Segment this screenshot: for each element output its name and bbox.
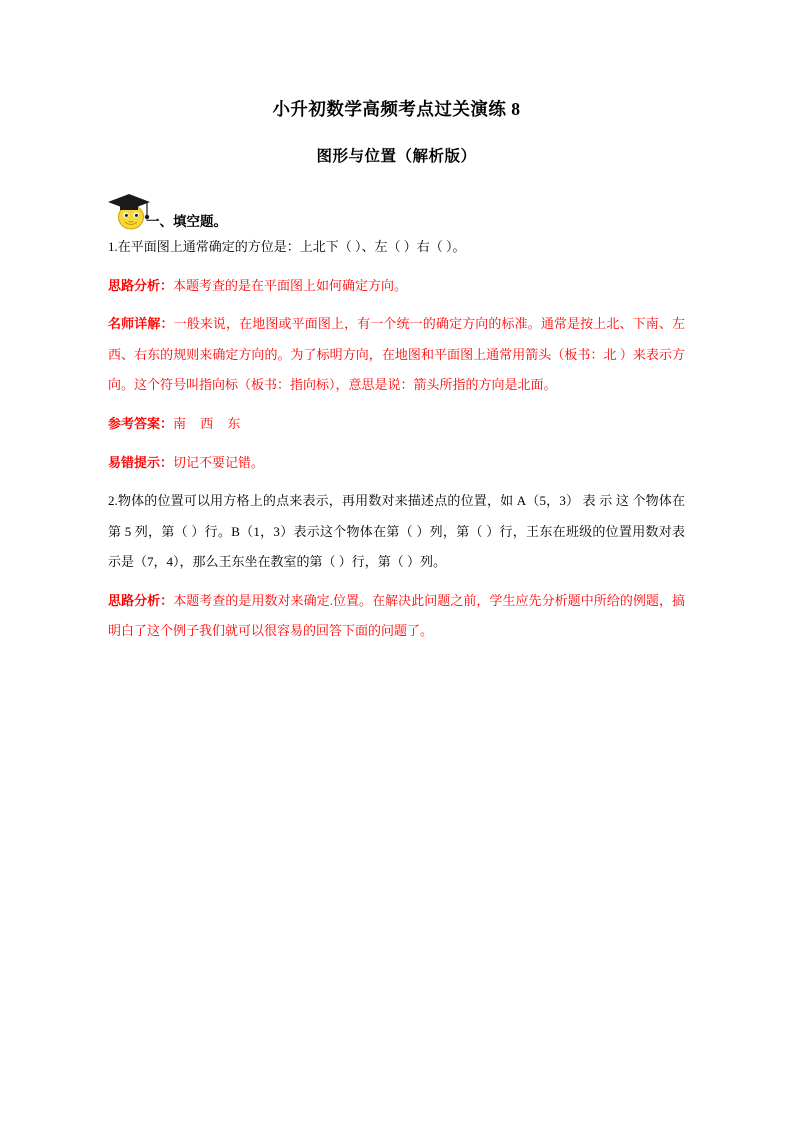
section-heading-row [108, 194, 685, 232]
analysis-label-2: 思路分析： [108, 592, 174, 608]
tip-text-1: 切记不要记错。 [173, 454, 265, 470]
answer-text-1: 南 西 东 [173, 415, 242, 431]
explain-text-1: 一般来说，在地图或平面图上，有一个统一的确定方向的标准。通常是按上北、下南、左西、右东的规则来确定方向的。为了标明方向，在地图和平面图上通常用箭头（板书：北 ）来表示方向。这个符号叫指向标（板书：指向标），意思是说：箭头所指的方向是北面。 [108, 316, 685, 393]
title-block [108, 96, 685, 166]
question-1-answer [108, 409, 685, 440]
question-1: 1.在平面图上通常确定的方位是：上北下（ ）、左（ ）右（ ）。 [108, 239, 466, 255]
answer-label-1: 参考答案： [108, 415, 174, 431]
page-subtitle: 图形与位置（解析版） [316, 148, 477, 166]
tip-label-1: 易错提示： [108, 454, 174, 470]
question-1-explanation [108, 309, 685, 401]
explain-label-1: 名师详解： [108, 316, 174, 332]
analysis-text-2: 本题考查的是用数对来确定.位置。在解决此问题之前，学生应先分析题中所给的例题，搞明白了这个例子我们就可以很容易的回答下面的问题了。 [108, 592, 685, 639]
question-2: 2.物体的位置可以用方格上的点来表示，再用数对来描述点的位置，如 A（5，3） 表 示 这 个物体在第 5 列，第（ ）行。B（1，3）表示这个物体在第（ ）列，第（ ）行，王东在班级的位置用数对表示是（7，4），那么王东坐在教室的第（ ）行，第（ ）列。 [108, 493, 685, 570]
graduation-cap-icon [106, 190, 150, 232]
question-2-analysis [108, 586, 685, 647]
page-title: 小升初数学高频考点过关演练 8 [272, 99, 521, 119]
question-1-tip [108, 448, 685, 479]
analysis-label-1: 思路分析： [108, 277, 174, 293]
question-1-analysis [108, 271, 685, 302]
analysis-text-1: 本题考查的是在平面图上如何确定方向。 [173, 277, 408, 293]
section-heading: 一、填空题。 [146, 214, 227, 230]
